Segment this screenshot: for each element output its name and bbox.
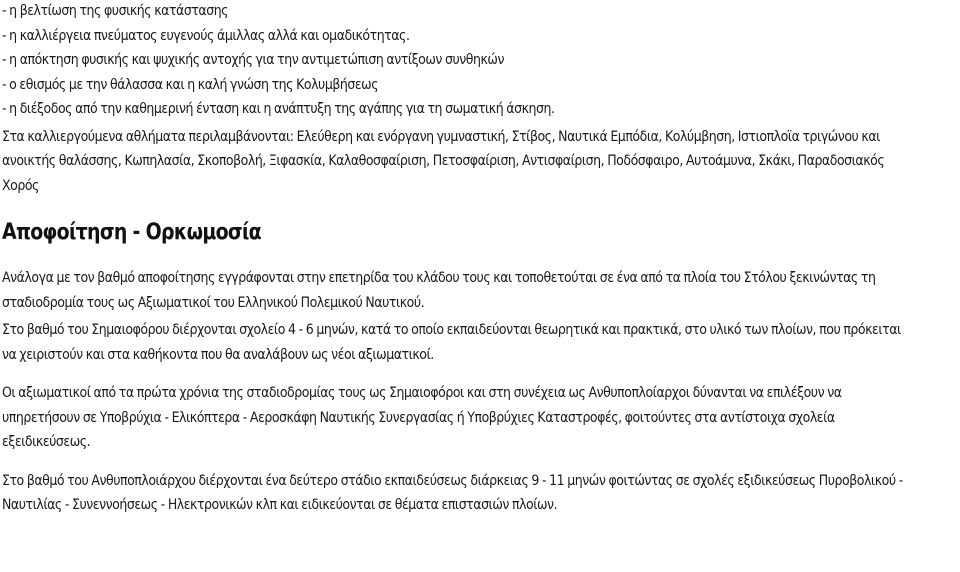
paragraph-line: Στο βαθμό του Σημαιοφόρου διέρχονται σχολείο 4 - 6 μηνών, κατά το οποίο εκπαιδεύονται θεωρητικά και πρακτικά, στο υλικό των πλοίων, που πρόκειται	[2, 321, 901, 338]
sports-paragraph	[2, 125, 960, 199]
graduation-paragraph	[2, 266, 960, 315]
paragraph-line: Στα καλλιεργούμενα αθλήματα περιλαμβάνονται: Ελεύθερη και ενόργανη γυμναστική, Στίβος, Ναυτικά Εμπόδια, Κολύμβηση, Ιστιοπλοϊα τριγώνου και	[2, 127, 880, 145]
objectives-list	[2, 0, 960, 122]
paragraph-line: Χορός	[2, 176, 39, 194]
list-item: - ο εθισμός με την θάλασσα και η καλή γνώση της Κολυμβήσεως	[2, 75, 379, 93]
paragraph-line: σταδιοδρομία τους ως Αξιωματικοί του Ελληνικού Πολεμικού Ναυτικού.	[2, 293, 425, 311]
paragraph-line: Οι αξιωματικοί από τα πρώτα χρόνια της σταδιοδρομίας τους ως Σημαιοφόροι και στη συνέχεια ως Ανθυποπλοίαρχοι δύνανται να επιλέξουν να	[2, 384, 842, 401]
list-item: - η βελτίωση της φυσικής κατάστασης	[2, 2, 229, 19]
officers-paragraph	[2, 381, 960, 455]
paragraph-line: υπηρετήσουν σε Υποβρύχια - Ελικόπτερα - Αεροσκάφη Ναυτικής Συνεργασίας ή Υποβρύχιες Καταστροφές, φοιτούντες στα αντίστοιχα σχολεία	[2, 408, 835, 426]
list-item: - η διέξοδος από την καθημερινή ένταση και η ανάπτυξη της αγάπης για τη σωματική άσκηση.	[2, 100, 555, 117]
paragraph-line: Ναυτιλίας - Συνεννοήσεως - Ηλεκτρονικών κλπ και ειδικεύονται σε θέματα επιστασιών πλοίων.	[2, 496, 558, 513]
paragraph-line: Στο βαθμό του Ανθυποπλοιάρχου διέρχονται ένα δεύτερο στάδιο εκπαιδεύσεως διάρκειας 9 - 11 μηνών φοιτώντας σε σχολές εξιδικεύσεως Πυροβολικού -	[2, 471, 903, 489]
section-heading: Αποφοίτηση - Ορκωμοσία	[2, 220, 261, 245]
paragraph-line: ανοικτής θαλάσσης, Κωπηλασία, Σκοποβολή, Ξιφασκία, Καλαθοσφαίριση, Πετοσφαίριση, Αντισφαίριση, Ποδόσφαιρο, Αυτοάμυνα, Σκάκι, Παραδοσιακός	[2, 152, 885, 169]
paragraph-line: να χειριστούν και στα καθήκοντα που θα αναλάβουν ως νέοι αξιωματικοί.	[2, 345, 434, 363]
list-item: - η καλλιέργεια πνεύματος ευγενούς άμιλλας αλλά και ομαδικότητας.	[2, 26, 410, 44]
list-item: - η απόκτηση φυσικής και ψυχικής αντοχής για την αντιμετώπιση αντίξοων συνθηκών	[2, 51, 504, 68]
lieutenant-paragraph	[2, 469, 960, 518]
paragraph-line: Ανάλογα με τον βαθμό αποφοίτησης εγγράφονται στην επετηρίδα του κλάδου τους και τοποθετούται σε ένα από τα πλοία του Στόλου ξεκινώντας τη	[2, 269, 876, 286]
ensign-paragraph	[2, 318, 960, 367]
paragraph-line: εξειδικεύσεως.	[2, 433, 91, 450]
